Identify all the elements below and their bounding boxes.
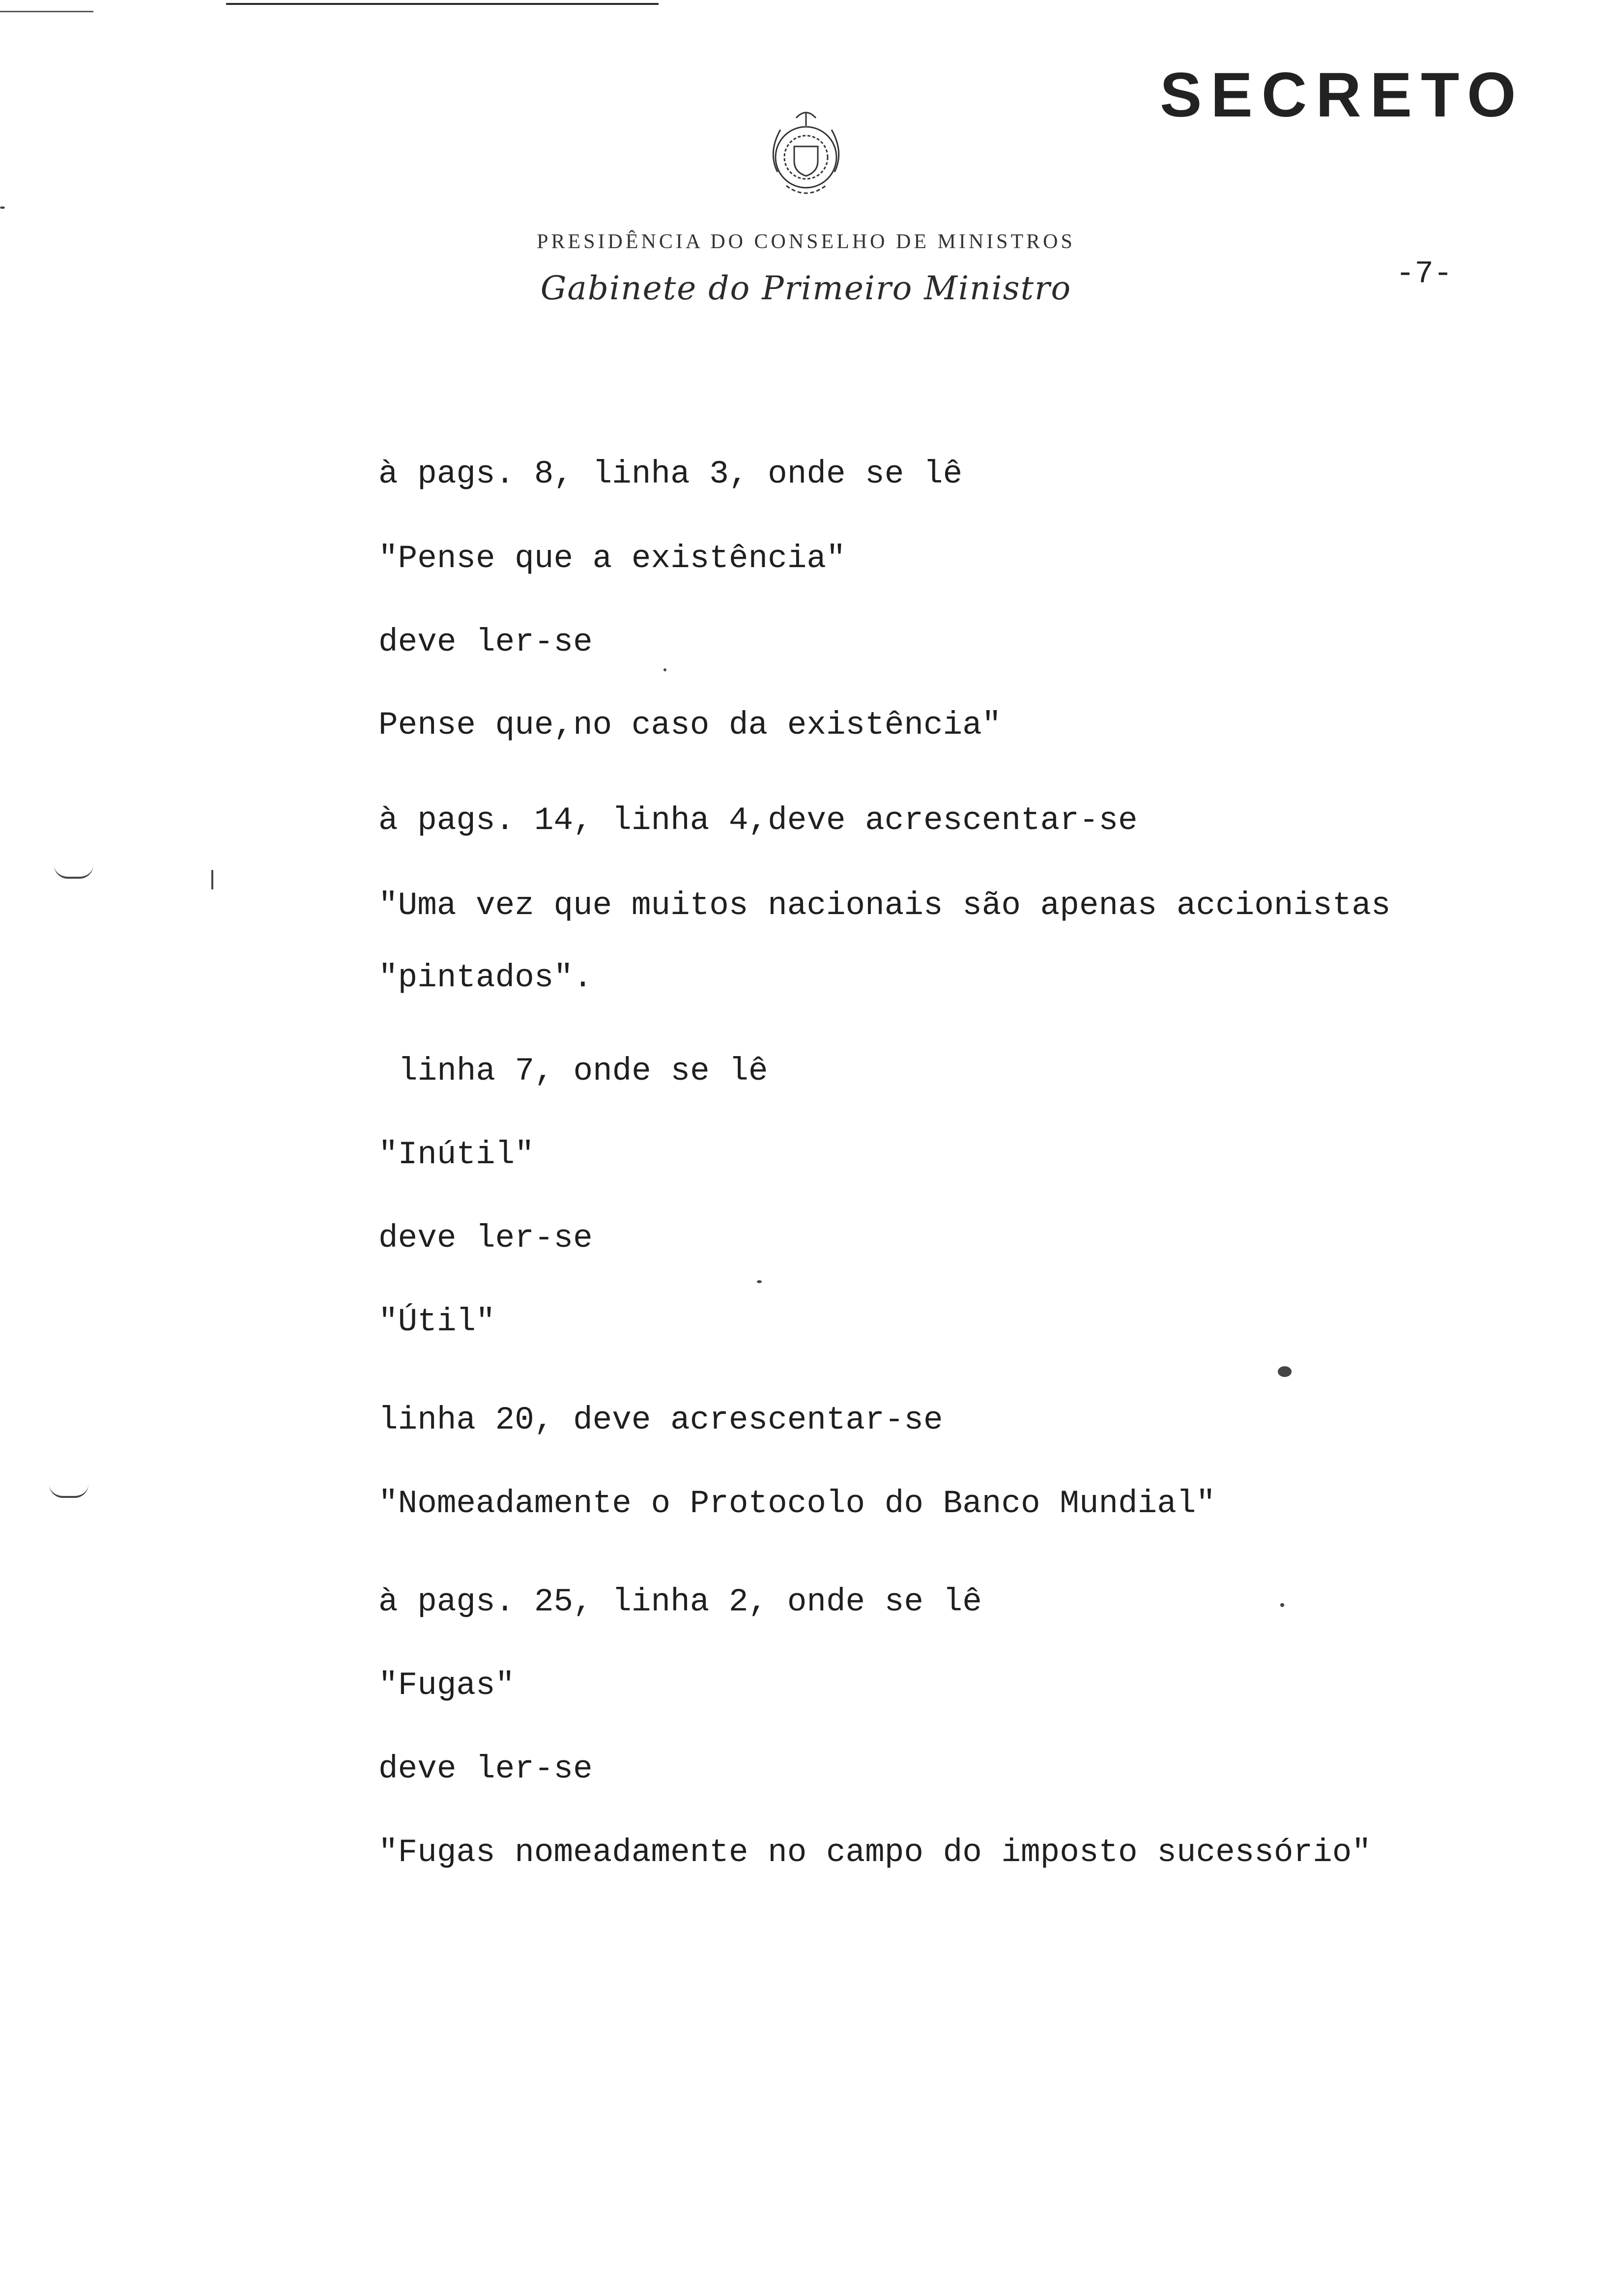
body-line: "pintados". [378, 959, 593, 996]
body-line: à pags. 25, linha 2, onde se lê [378, 1583, 982, 1620]
body-line: "Fugas nomeadamente no campo do imposto sucessório" [378, 1834, 1371, 1871]
ink-speck [1278, 1366, 1292, 1377]
body-line: linha 7, onde se lê [398, 1053, 768, 1090]
page-number: -7- [1396, 257, 1453, 292]
top-rule [226, 3, 659, 5]
body-line: "Pense que a existência" [378, 540, 846, 577]
ink-speck [1280, 1603, 1284, 1607]
body-line: à pags. 14, linha 4,deve acrescentar-se [378, 802, 1138, 839]
body-line: linha 20, deve acrescentar-se [378, 1402, 943, 1438]
scan-mark [49, 1484, 88, 1498]
scan-mark [54, 865, 93, 879]
institution-name: PRESIDÊNCIA DO CONSELHO DE MINISTROS [537, 230, 1075, 253]
ink-speck [0, 206, 5, 209]
classification-stamp: SECRETO [1160, 60, 1525, 130]
body-line: à pags. 8, linha 3, onde se lê [378, 456, 963, 492]
body-line: "Nomeadamente o Protocolo do Banco Mundial" [378, 1485, 1216, 1522]
coat-of-arms-icon [747, 98, 865, 216]
body-line: deve ler-se [378, 1751, 593, 1787]
ink-speck [663, 668, 666, 671]
body-line: deve ler-se [378, 1220, 593, 1257]
body-line: "Inútil" [378, 1136, 534, 1173]
body-line: Pense que,no caso da existência" [378, 707, 1002, 744]
body-line: "Uma vez que muitos nacionais são apenas accionistas [378, 887, 1391, 924]
body-line: "Útil" [378, 1303, 495, 1340]
ink-speck [757, 1280, 762, 1283]
body-line: "Fugas" [378, 1667, 515, 1704]
top-rule-left [0, 11, 93, 12]
cabinet-name: Gabinete do Primeiro Ministro [540, 269, 1072, 307]
body-line: deve ler-se [378, 624, 593, 660]
ink-speck [211, 870, 213, 890]
